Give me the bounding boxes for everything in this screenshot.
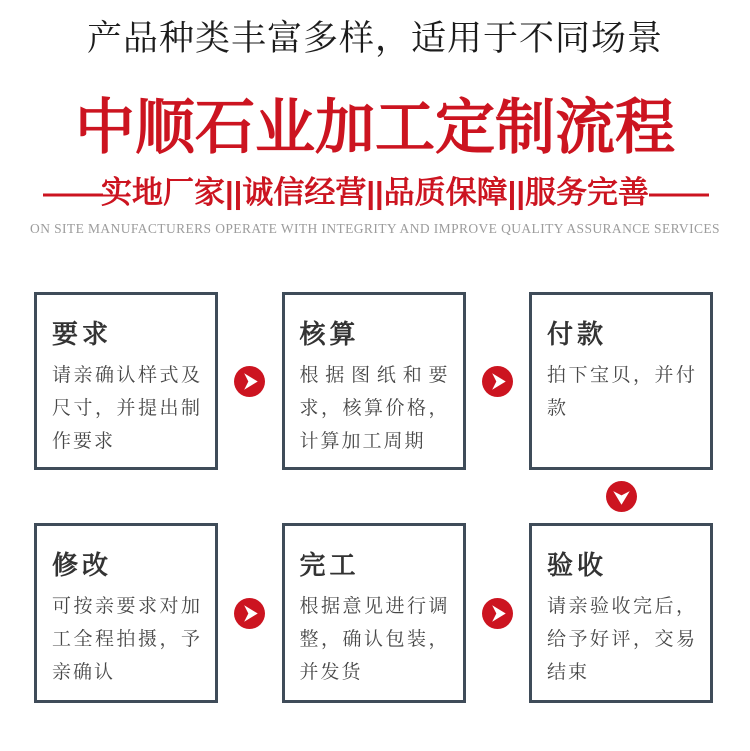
subtitle-left-dash: ——: [42, 175, 101, 210]
flow-gap: [218, 366, 282, 397]
step-card-calculation: [282, 292, 466, 470]
arrow-right-icon: [482, 366, 513, 397]
step-card-modification: [34, 523, 218, 703]
step-card-acceptance: [529, 523, 713, 703]
subtitle-right-dash: ——: [649, 175, 708, 210]
step-desc: 根据图纸和要求，核算价格，计算加工周期: [299, 365, 450, 452]
flow-row-1: [0, 292, 750, 470]
flow-gap: [466, 366, 530, 397]
step-title: 核算: [299, 319, 360, 349]
step-title: 付款: [547, 319, 608, 349]
step-desc: 可按亲要求对加工全程拍摄，予亲确认: [52, 596, 202, 683]
step-desc: 请亲验收完后，给予好评，交易结束: [547, 596, 697, 683]
step-card-completion: [282, 523, 466, 703]
step-card-requirements: [34, 292, 218, 470]
flow-row-2: [0, 523, 750, 703]
arrow-down-icon: [606, 481, 637, 512]
step-title: 要求: [52, 319, 113, 349]
arrow-right-icon: [234, 366, 265, 397]
step-desc: 请亲确认样式及尺寸，并提出制作要求: [52, 365, 202, 452]
step-title: 完工: [299, 550, 360, 580]
step-title: 修改: [52, 550, 113, 580]
subtitle-text: 实地厂家||诚信经营||品质保障||服务完善: [100, 175, 650, 210]
page-title: 中顺石业加工定制流程: [75, 95, 675, 161]
tagline: 产品种类丰富多样，适用于不同场景: [86, 19, 663, 58]
flow-row-connector: [0, 470, 750, 523]
connector-cell: [529, 481, 713, 512]
step-title: 验收: [547, 550, 608, 580]
step-desc: 拍下宝贝，并付款: [547, 365, 697, 419]
subtitle-english: ON SITE MANUFACTURERS OPERATE WITH INTEGRITY AND IMPROVE QUALITY ASSURANCE SERVICES: [30, 221, 720, 236]
arrow-right-icon: [234, 598, 265, 629]
flow-gap: [466, 598, 530, 629]
step-card-payment: [529, 292, 713, 470]
arrow-right-icon: [482, 598, 513, 629]
flow-gap: [218, 598, 282, 629]
process-flow: [0, 292, 750, 703]
step-desc: 根据意见进行调整，确认包装，并发货: [299, 596, 450, 683]
subtitle: [0, 176, 750, 210]
